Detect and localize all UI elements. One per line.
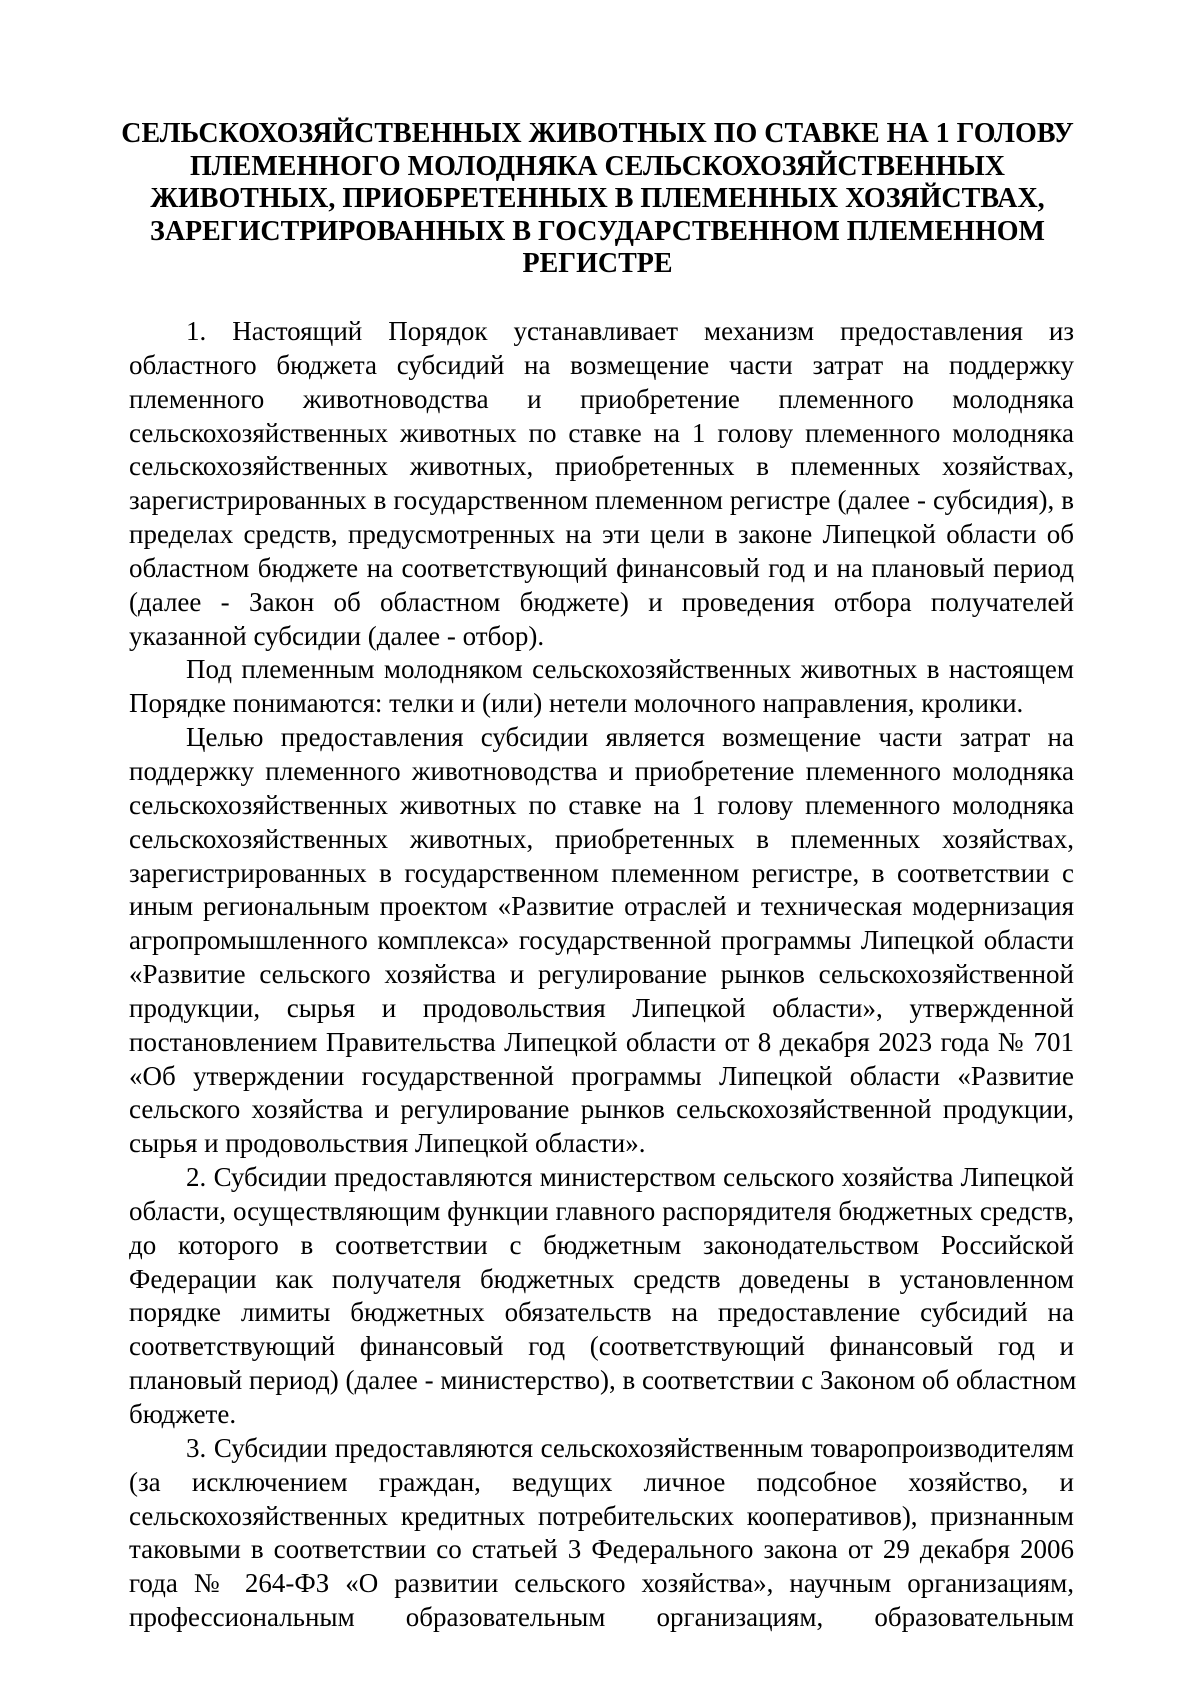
- text-line: сельского хозяйства и регулирование рынков сельскохозяйственной продукции,: [129, 1094, 1074, 1125]
- text-line: продукции, сырья и продовольствия Липецкой области», утвержденной: [129, 992, 1074, 1023]
- document-body: [129, 315, 1077, 1635]
- text-line: сельскохозяйственных животных, приобретенных в племенных хозяйствах,: [129, 451, 1074, 482]
- text-line: областном бюджете на соответствующий финансовый год и на плановый период: [129, 552, 1074, 583]
- text-line: областного бюджета субсидий на возмещение части затрат на поддержку: [129, 349, 1074, 380]
- text-line: зарегистрированных в государственном племенном регистре, в соответствии с: [129, 857, 1074, 888]
- text-line: области, осуществляющим функции главного распорядителя бюджетных средств,: [129, 1195, 1074, 1226]
- text-line: года № 264-ФЗ «О развитии сельского хозяйства», научным организациям,: [129, 1568, 1074, 1599]
- text-line: плановый период) (далее - министерство), в соответствии с Законом об областном: [129, 1365, 1077, 1396]
- text-line: (за исключением граждан, ведущих личное подсобное хозяйство, и: [129, 1466, 1074, 1497]
- text-line: агропромышленного комплекса» государственной программы Липецкой области: [129, 925, 1074, 956]
- text-line: (далее - Закон об областном бюджете) и проведения отбора получателей: [129, 586, 1074, 617]
- paragraph-3: [129, 721, 1074, 1161]
- text-line: сельскохозяйственных животных по ставке на 1 голову племенного молодняка: [129, 417, 1074, 448]
- text-line: поддержку племенного животноводства и приобретение племенного молодняка: [129, 755, 1074, 786]
- text-line: зарегистрированных в государственном племенном регистре (далее - субсидия), в: [129, 485, 1074, 516]
- text-line: племенного животноводства и приобретение племенного молодняка: [129, 383, 1074, 414]
- title-line: ЖИВОТНЫХ, ПРИОБРЕТЕННЫХ В ПЛЕМЕННЫХ ХОЗЯЙСТВАХ,: [150, 183, 1045, 214]
- text-line: Федерации как получателя бюджетных средств доведены в установленном: [129, 1263, 1074, 1294]
- text-line: 3. Субсидии предоставляются сельскохозяйственным товаропроизводителям: [186, 1432, 1074, 1463]
- text-line: сырья и продовольствия Липецкой области».: [129, 1128, 646, 1159]
- text-line: до которого в соответствии с бюджетным законодательством Российской: [129, 1229, 1074, 1260]
- text-line: соответствующий финансовый год (соответствующий финансовый год и: [129, 1331, 1074, 1362]
- text-line: сельскохозяйственных животных, приобретенных в племенных хозяйствах,: [129, 823, 1074, 854]
- text-line: указанной субсидии (далее - отбор).: [129, 620, 545, 651]
- title-line: СЕЛЬСКОХОЗЯЙСТВЕННЫХ ЖИВОТНЫХ ПО СТАВКЕ НА 1 ГОЛОВУ: [121, 118, 1074, 149]
- text-line: постановлением Правительства Липецкой области от 8 декабря 2023 года № 701: [129, 1026, 1074, 1057]
- text-line: сельскохозяйственных кредитных потребительских кооперативов), признанным: [129, 1500, 1074, 1531]
- text-line: «Развитие сельского хозяйства и регулирование рынков сельскохозяйственной: [129, 959, 1074, 990]
- text-line: пределах средств, предусмотренных на эти цели в законе Липецкой области об: [129, 519, 1074, 550]
- text-line: «Об утверждении государственной программы Липецкой области «Развитие: [129, 1060, 1074, 1091]
- document-title: [120, 118, 1075, 281]
- text-line: Под племенным молодняком сельскохозяйственных животных в настоящем: [186, 654, 1074, 685]
- text-line: Порядке понимаются: телки и (или) нетели молочного направления, кролики.: [129, 688, 1024, 719]
- title-line: ЗАРЕГИСТРИРОВАННЫХ В ГОСУДАРСТВЕННОМ ПЛЕМЕННОМ: [150, 215, 1045, 247]
- text-line: 2. Субсидии предоставляются министерством сельского хозяйства Липецкой: [186, 1162, 1074, 1193]
- paragraph-5: [129, 1432, 1074, 1635]
- text-line: 1. Настоящий Порядок устанавливает механизм предоставления из: [186, 316, 1074, 346]
- text-line: иным региональным проектом «Развитие отраслей и техническая модернизация: [129, 891, 1074, 922]
- paragraph-2: [129, 653, 1074, 721]
- text-line: таковыми в соответствии со статьей 3 Федерального закона от 29 декабря 2006: [129, 1534, 1074, 1565]
- paragraph-4: [129, 1161, 1077, 1432]
- text-line: сельскохозяйственных животных по ставке на 1 голову племенного молодняка: [129, 789, 1074, 820]
- title-line: ПЛЕМЕННОГО МОЛОДНЯКА СЕЛЬСКОХОЗЯЙСТВЕННЫХ: [190, 150, 1005, 182]
- text-line: профессиональным образовательным организациям, образовательным: [129, 1602, 1074, 1633]
- title-line: РЕГИСТРЕ: [522, 248, 673, 279]
- text-line: бюджете.: [129, 1399, 237, 1429]
- paragraph-1: [129, 315, 1074, 653]
- text-line: Целью предоставления субсидии является возмещение части затрат на: [186, 722, 1074, 753]
- text-line: порядке лимиты бюджетных обязательств на предоставление субсидий на: [129, 1297, 1074, 1328]
